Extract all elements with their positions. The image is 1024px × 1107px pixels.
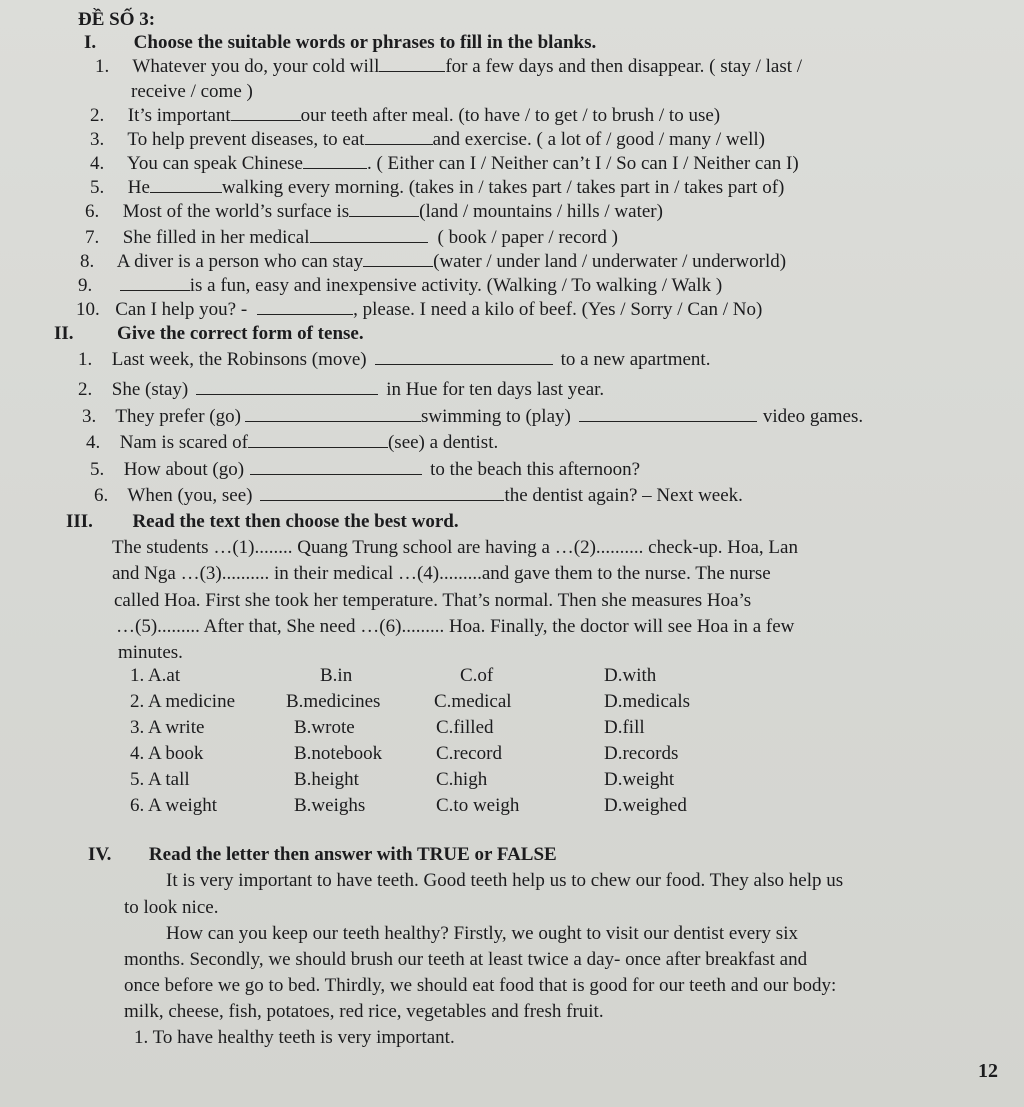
- page-number: 12: [978, 1060, 998, 1082]
- option-c[interactable]: C.record: [436, 743, 502, 764]
- s1-item-6: 6. Most of the world’s surface is (land / mountains / hills / water): [85, 201, 663, 222]
- s2-item-1: 1. Last week, the Robinsons (move) to a new apartment.: [78, 349, 711, 370]
- letter-line-1: It is very important to have teeth. Good teeth help us to chew our food. They also help us: [166, 870, 844, 891]
- s2-item-4: 4. Nam is scared of (see) a dentist.: [86, 432, 499, 453]
- option-a[interactable]: 5. A tall: [130, 769, 190, 790]
- option-c[interactable]: C.of: [460, 665, 494, 686]
- answer-blank[interactable]: [257, 298, 353, 315]
- option-d[interactable]: D.records: [604, 743, 679, 764]
- answer-blank[interactable]: [196, 378, 378, 395]
- s1-item-5: 5. He walking every morning. (takes in / takes part / takes part in / takes part of): [90, 177, 785, 198]
- s2-item-6: 6. When (you, see) the dentist again? – Next week.: [94, 485, 743, 506]
- option-c[interactable]: C.medical: [434, 691, 512, 712]
- passage-line-2: and Nga …(3).......... in their medical …(4).........and gave them to the nurse. The nurse: [112, 563, 771, 584]
- letter-line-3: How can you keep our teeth healthy? Firstly, we ought to visit our dentist every six: [166, 923, 798, 944]
- letter-line-5: once before we go to bed. Thirdly, we should eat food that is good for our teeth and our body:: [124, 975, 837, 996]
- s1-item-1-cont: receive / come ): [131, 81, 253, 102]
- item-number: 1.: [95, 56, 110, 77]
- letter-line-4: months. Secondly, we should brush our teeth at least twice a day- once after breakfast and: [124, 949, 808, 970]
- option-b[interactable]: B.wrote: [294, 717, 355, 738]
- option-d[interactable]: D.weighed: [604, 795, 687, 816]
- section-1-number: I.: [84, 32, 97, 53]
- answer-blank[interactable]: [248, 431, 388, 448]
- s2-item-3: 3. They prefer (go) swimming to (play) video games.: [82, 406, 864, 427]
- answer-blank[interactable]: [365, 128, 433, 145]
- section-2-title: Give the correct form of tense.: [117, 323, 364, 344]
- option-d[interactable]: D.medicals: [604, 691, 691, 712]
- answer-blank[interactable]: [231, 104, 301, 121]
- option-b[interactable]: B.in: [320, 665, 353, 686]
- answer-blank[interactable]: [310, 226, 428, 243]
- option-b[interactable]: B.weighs: [294, 795, 366, 816]
- s2-item-5: 5. How about (go) to the beach this afternoon?: [90, 459, 641, 480]
- option-a[interactable]: 3. A write: [130, 717, 205, 738]
- answer-blank[interactable]: [150, 176, 222, 193]
- worksheet-title: ĐỀ SỐ 3:: [78, 9, 156, 30]
- option-c[interactable]: C.filled: [436, 717, 494, 738]
- option-c[interactable]: C.to weigh: [436, 795, 520, 816]
- answer-blank[interactable]: [375, 348, 553, 365]
- tf-question-1: 1. To have healthy teeth is very important.: [134, 1027, 455, 1048]
- option-d[interactable]: D.fill: [604, 717, 645, 738]
- answer-blank[interactable]: [579, 405, 757, 422]
- section-2-heading: [54, 322, 364, 346]
- s1-item-4: 4. You can speak Chinese . ( Either can I / Neither can’t I / So can I / Neither can I): [90, 153, 799, 174]
- s1-item-1: [95, 55, 802, 79]
- section-4-heading: [88, 843, 557, 867]
- option-d[interactable]: D.with: [604, 665, 657, 686]
- item-text: Whatever you do, your cold will: [132, 56, 380, 77]
- s1-item-7: 7. She filled in her medical ( book / paper / record ): [85, 227, 618, 248]
- option-a[interactable]: 6. A weight: [130, 795, 218, 816]
- answer-blank[interactable]: [349, 200, 419, 217]
- passage-line-1: The students …(1)........ Quang Trung school are having a …(2).......... check-up. Hoa, Lan: [112, 537, 798, 558]
- passage-line-4: …(5)......... After that, She need …(6)......... Hoa. Finally, the doctor will see Hoa in a few: [116, 616, 795, 637]
- answer-blank[interactable]: [379, 55, 445, 72]
- option-a[interactable]: 2. A medicine: [130, 691, 236, 712]
- option-d[interactable]: D.weight: [604, 769, 675, 790]
- option-b[interactable]: B.notebook: [294, 743, 383, 764]
- section-3-title: Read the text then choose the best word.: [132, 511, 459, 532]
- answer-blank[interactable]: [245, 405, 421, 422]
- s1-item-8: 8. A diver is a person who can stay (water / under land / underwater / underworld): [80, 251, 787, 272]
- passage-line-3: called Hoa. First she took her temperature. That’s normal. Then she measures Hoa’s: [114, 590, 752, 611]
- answer-blank[interactable]: [260, 484, 504, 501]
- section-4-title: Read the letter then answer with TRUE or FALSE: [148, 844, 557, 865]
- s1-item-9: 9. is a fun, easy and inexpensive activity. (Walking / To walking / Walk ): [78, 275, 723, 296]
- letter-line-6: milk, cheese, fish, potatoes, red rice, vegetables and fresh fruit.: [124, 1001, 604, 1022]
- option-c[interactable]: C.high: [436, 769, 488, 790]
- s1-item-3: 3. To help prevent diseases, to eat and exercise. ( a lot of / good / many / well): [90, 129, 765, 150]
- answer-blank[interactable]: [250, 458, 422, 475]
- s1-item-10: 10. Can I help you? - , please. I need a kilo of beef. (Yes / Sorry / Can / No): [76, 299, 763, 320]
- option-b[interactable]: B.height: [294, 769, 359, 790]
- s1-item-2: 2. It’s important our teeth after meal. (to have / to get / to brush / to use): [90, 105, 721, 126]
- option-b[interactable]: B.medicines: [286, 691, 381, 712]
- passage-line-5: minutes.: [118, 642, 183, 663]
- answer-blank[interactable]: [363, 250, 433, 267]
- option-a[interactable]: 4. A book: [130, 743, 204, 764]
- option-a[interactable]: 1. A.at: [130, 665, 181, 686]
- section-1-heading: [84, 31, 596, 55]
- section-3-heading: [66, 510, 459, 534]
- letter-line-2: to look nice.: [124, 897, 219, 918]
- section-3-number: III.: [66, 511, 93, 532]
- section-1-title: Choose the suitable words or phrases to fill in the blanks.: [133, 32, 597, 53]
- answer-blank[interactable]: [120, 274, 190, 291]
- section-4-number: IV.: [88, 844, 112, 865]
- s2-item-2: 2. She (stay) in Hue for ten days last year.: [78, 379, 605, 400]
- answer-blank[interactable]: [303, 152, 367, 169]
- item-options: for a few days and then disappear. ( stay / last /: [445, 56, 803, 77]
- section-2-number: II.: [54, 323, 74, 344]
